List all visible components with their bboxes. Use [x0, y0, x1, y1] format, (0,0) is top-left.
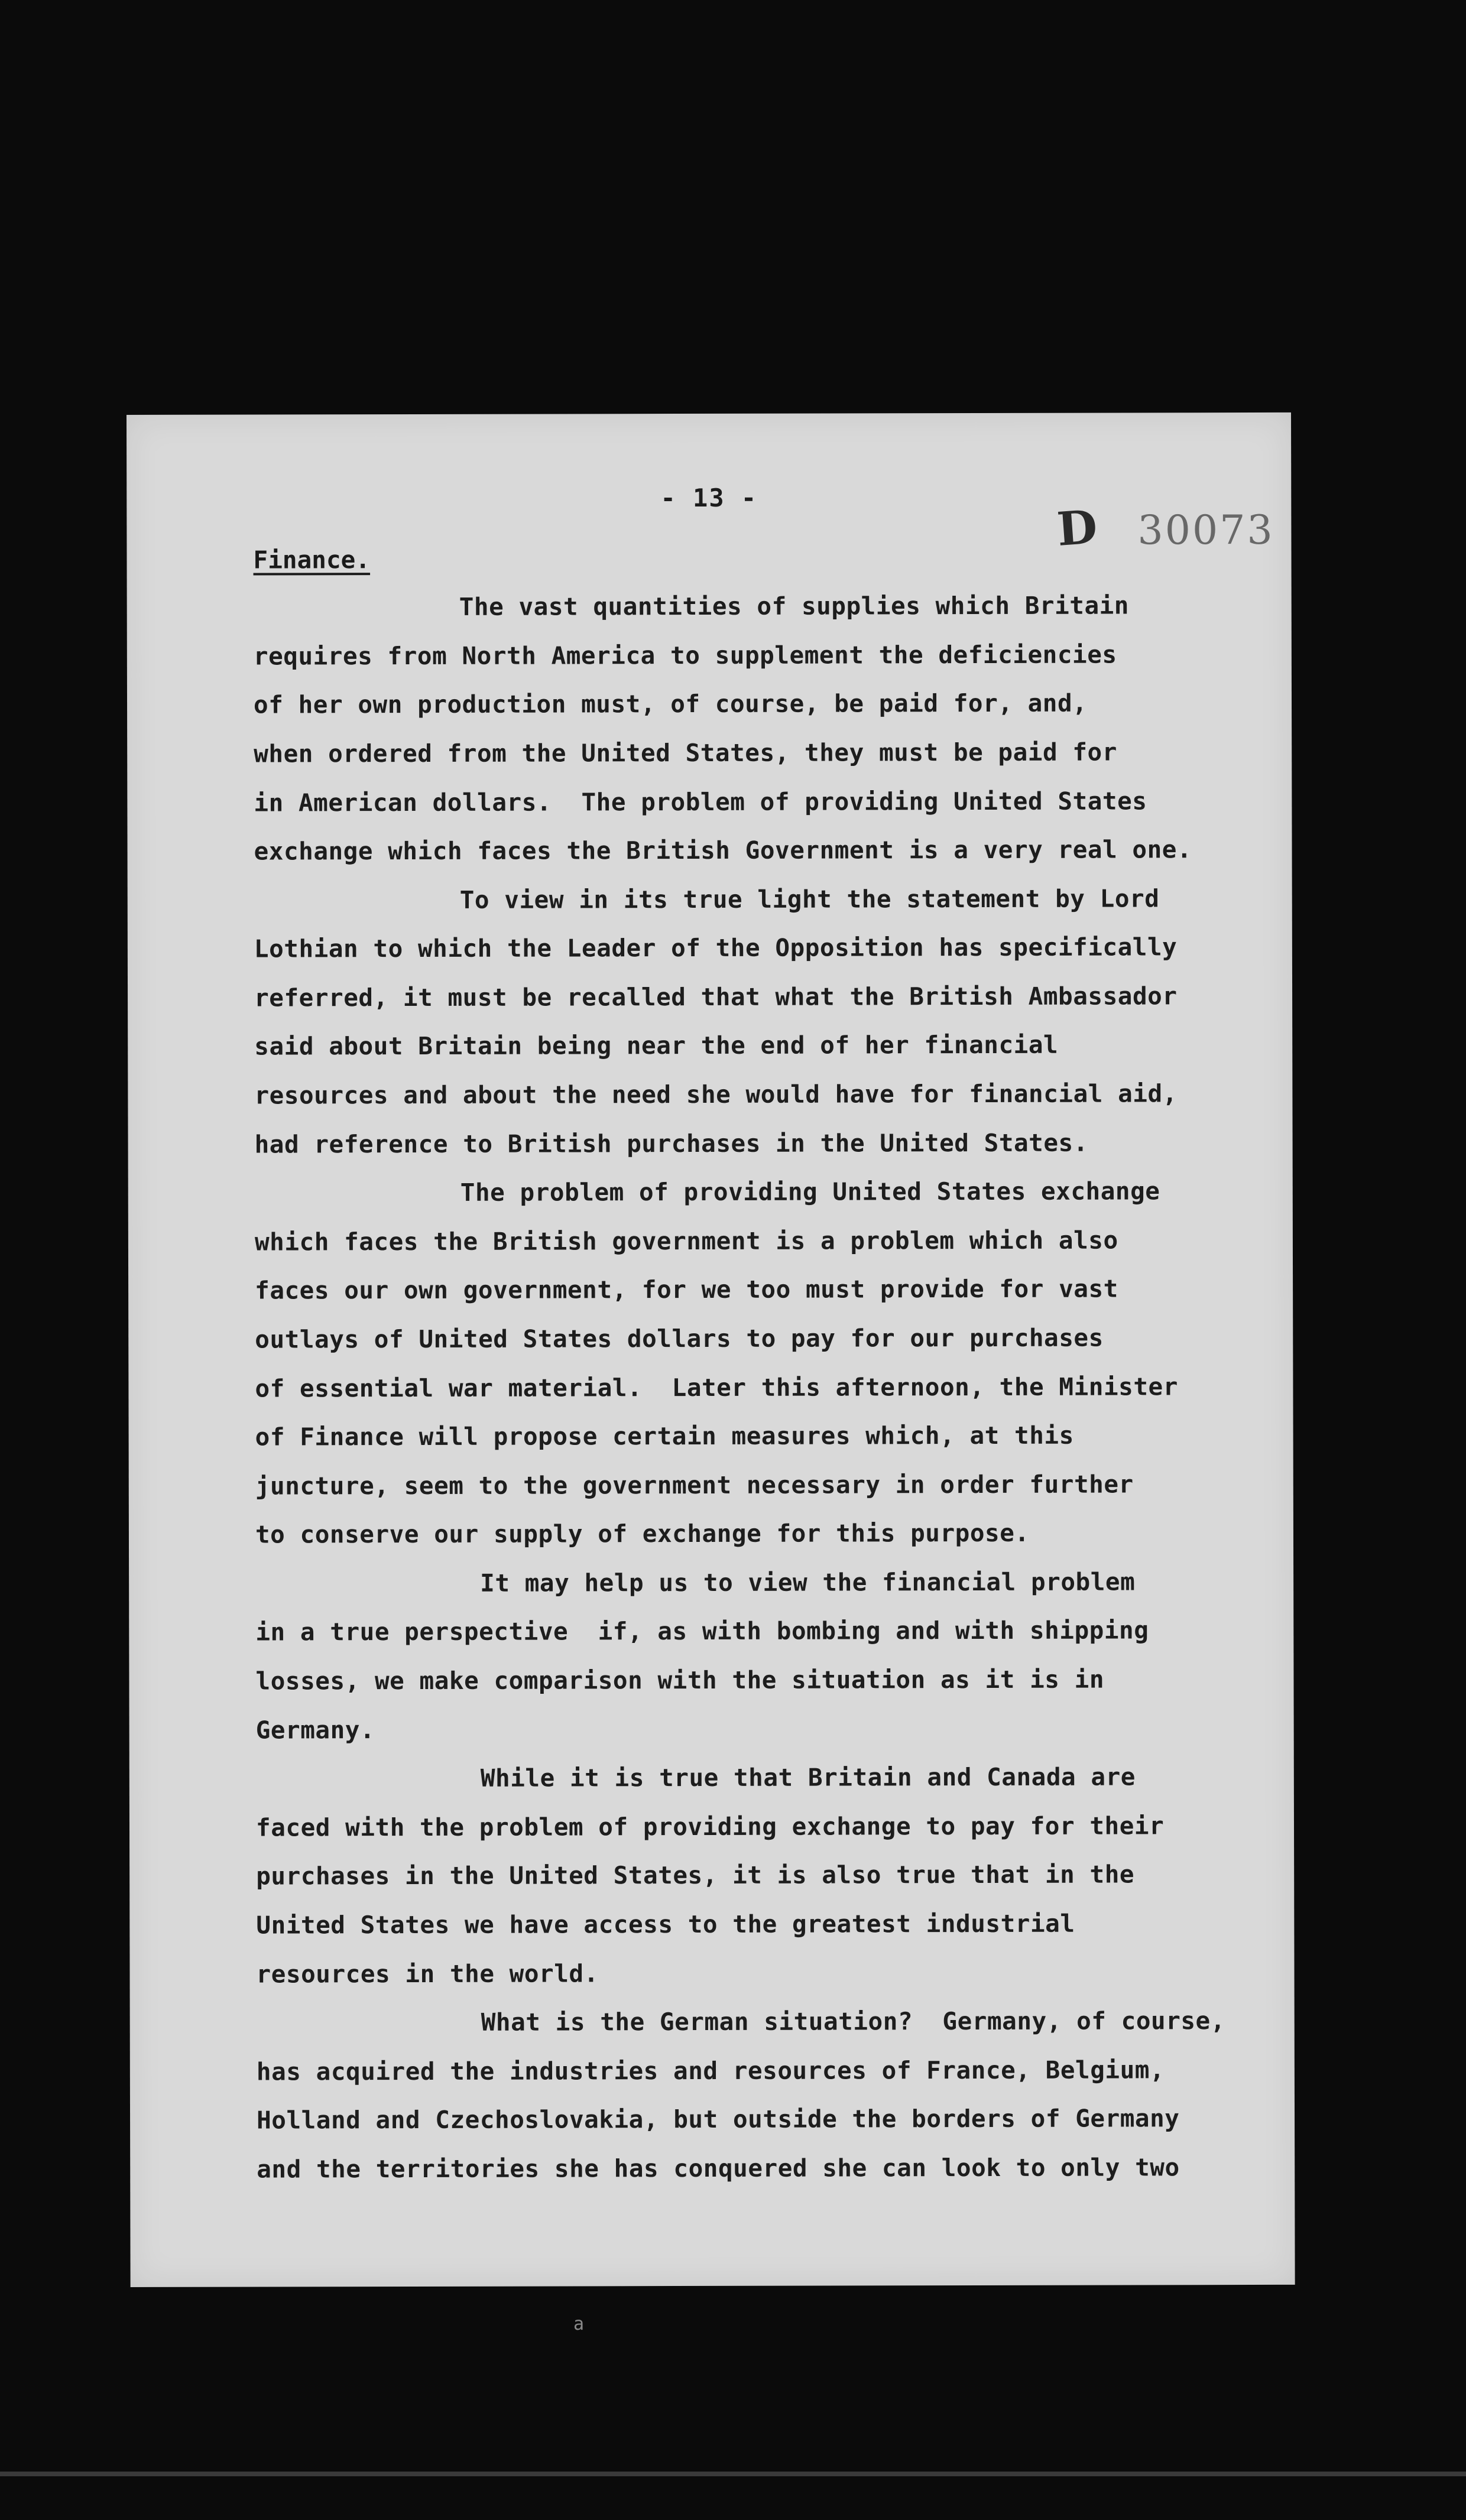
- text-line: The vast quantities of supplies which Britain: [459, 591, 1130, 621]
- text-line: resources and about the need she would have for financial aid,: [254, 1079, 1178, 1110]
- text-line: and the territories she has conquered she can look to only two: [257, 2153, 1180, 2184]
- text-line: faced with the problem of providing exchange to pay for their: [255, 1811, 1165, 1842]
- text-line: had reference to British purchases in the United States.: [254, 1128, 1088, 1159]
- scanner-edge-line: [0, 2472, 1466, 2476]
- text-line: faces our own government, for we too must provide for vast: [255, 1274, 1118, 1305]
- text-line: losses, we make comparison with the situation as it is in: [255, 1665, 1105, 1696]
- text-line: United States we have access to the greatest industrial: [256, 1909, 1075, 1940]
- text-line: The problem of providing United States exchange: [460, 1177, 1160, 1207]
- text-line: in a true perspective if, as with bombing and with shipping: [255, 1616, 1149, 1647]
- text-line: outlays of United States dollars to pay for our purchases: [255, 1323, 1104, 1354]
- text-line: exchange which faces the British Government is a very real one.: [254, 835, 1192, 866]
- text-line: of her own production must, of course, be paid for, and,: [253, 689, 1088, 719]
- text-line: has acquired the industries and resources of France, Belgium,: [256, 2055, 1165, 2086]
- text-line: juncture, seem to the government necessary in order further: [255, 1470, 1134, 1501]
- text-line: Germany.: [255, 1716, 375, 1745]
- archive-stamp-letter: D: [1055, 500, 1100, 557]
- text-line: It may help us to view the financial problem: [480, 1567, 1136, 1597]
- text-line: resources in the world.: [256, 1959, 599, 1989]
- text-line: To view in its true light the statement by Lord: [459, 884, 1160, 914]
- section-heading: Finance.: [253, 545, 371, 574]
- text-line: referred, it must be recalled that what the British Ambassador: [254, 982, 1178, 1012]
- text-line: requires from North America to supplement the deficiencies: [253, 640, 1117, 671]
- text-line: purchases in the United States, it is also true that in the: [256, 1860, 1135, 1891]
- text-line: While it is true that Britain and Canada are: [480, 1762, 1136, 1792]
- text-line: What is the German situation? Germany, of course,: [481, 2006, 1225, 2037]
- text-line: in American dollars. The problem of providing United States: [254, 787, 1147, 817]
- text-line: Holland and Czechoslovakia, but outside the borders of Germany: [256, 2104, 1180, 2135]
- stray-pencil-mark: a: [573, 2314, 585, 2334]
- text-line: of essential war material. Later this afternoon, the Minister: [255, 1372, 1178, 1403]
- text-line: which faces the British government is a problem which also: [254, 1226, 1118, 1256]
- text-line: when ordered from the United States, they must be paid for: [254, 738, 1117, 768]
- text-line: said about Britain being near the end of her financial: [254, 1030, 1059, 1061]
- page-number: - 13 -: [660, 483, 758, 513]
- archive-stamp-number: 30073: [1137, 506, 1274, 554]
- text-line: to conserve our supply of exchange for this purpose.: [255, 1518, 1030, 1549]
- text-line: Lothian to which the Leader of the Opposition has specifically: [254, 933, 1178, 963]
- document-page: [127, 413, 1295, 2287]
- text-line: of Finance will propose certain measures which, at this: [255, 1421, 1074, 1451]
